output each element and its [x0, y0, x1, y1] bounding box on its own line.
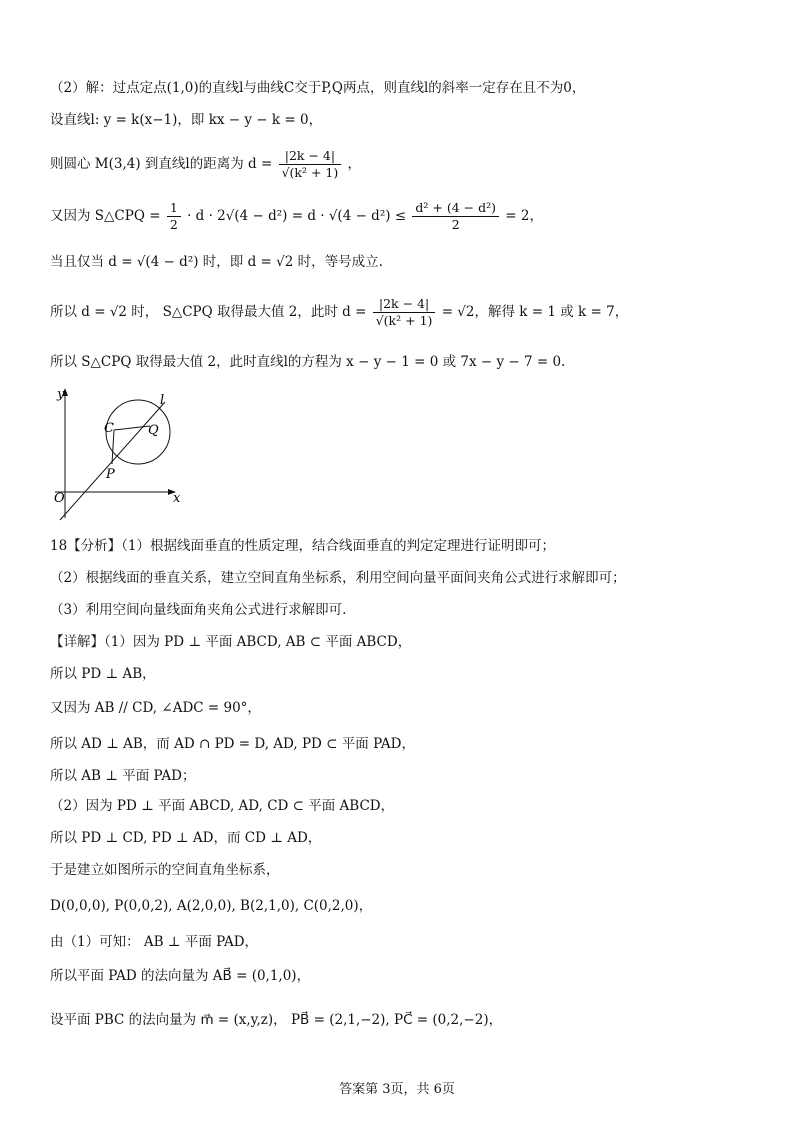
text-line: 所以 S△CPQ 取得最大值 2，此时直线l的方程为 x − y − 1 = 0 或 7x − y − 7 = 0.	[50, 354, 566, 370]
text-line: （3）利用空间向量线面角夹角公式进行求解即可.	[50, 602, 347, 618]
text-line: （2）解：过点定点(1,0)的直线l与曲线C交于P,Q两点，则直线l的斜率一定存在且不为0，	[50, 80, 586, 96]
fraction	[373, 296, 436, 329]
radius-cq	[114, 426, 150, 430]
text-line: 所以 AD ⊥ AB，而 AD ∩ PD = D, AD, PD ⊂ 平面 PAD，	[50, 736, 415, 752]
text-line: 又因为 AB // CD, ∠ADC = 90°，	[50, 700, 261, 716]
text-segment: = √2，解得 k = 1 或 k = 7，	[441, 304, 629, 320]
circle-line-figure	[40, 386, 200, 526]
fraction	[279, 148, 342, 181]
text-line: 所以 PD ⊥ CD, PD ⊥ AD，而 CD ⊥ AD，	[50, 830, 322, 846]
text-segment: 又因为 S△CPQ =	[50, 208, 161, 224]
text-line: 当且仅当 d = √(4 − d²) 时，即 d = √2 时，等号成立.	[50, 254, 383, 270]
fraction	[412, 200, 499, 233]
text-line: 所以 PD ⊥ AB，	[50, 666, 156, 682]
text-line: 18【分析】（1）根据线面垂直的性质定理，结合线面垂直的判定定理进行证明即可；	[50, 538, 556, 554]
text-line: 所以 AB ⊥ 平面 PAD；	[50, 768, 196, 784]
fraction-numerator: d² + (4 − d²)	[412, 200, 499, 217]
label-q: Q	[148, 423, 159, 438]
text-segment: ，	[347, 156, 362, 172]
figure-svg	[40, 386, 200, 526]
label-c: C	[104, 421, 114, 436]
text-line: 所以平面 PAD 的法向量为 AB⃗ = (0,1,0)，	[50, 968, 311, 984]
solve-k-line	[50, 296, 628, 329]
label-o: O	[54, 491, 65, 506]
fraction-denominator: 2	[169, 217, 178, 232]
fraction-numerator: 1	[167, 200, 181, 217]
text-segment: · d · 2√(4 − d²) = d · √(4 − d²) ≤	[187, 208, 407, 224]
distance-formula-line	[50, 148, 361, 181]
area-formula-line	[50, 200, 543, 233]
text-line: 设直线l: y = k(x−1)，即 kx − y − k = 0，	[50, 112, 323, 128]
fraction-denominator: √(k² + 1)	[375, 313, 433, 328]
text-line: 由（1）可知： AB ⊥ 平面 PAD，	[50, 934, 259, 950]
fraction-numerator: |2k − 4|	[279, 148, 342, 165]
text-line: D(0,0,0), P(0,0,2), A(2,0,0), B(2,1,0), C(0,2,0)，	[50, 898, 373, 914]
fraction-denominator: 2	[451, 217, 460, 232]
text-segment: 则圆心 M(3,4) 到直线l的距离为 d =	[50, 156, 273, 172]
fraction	[167, 200, 181, 233]
page-footer: 答案第 3页，共 6页	[339, 1082, 455, 1097]
label-y: y	[57, 387, 65, 402]
text-line: 于是建立如图所示的空间直角坐标系，	[50, 862, 280, 878]
fraction-numerator: |2k − 4|	[373, 296, 436, 313]
label-p: P	[106, 467, 115, 482]
text-segment: 所以 d = √2 时， S△CPQ 取得最大值 2，此时 d =	[50, 304, 367, 320]
text-segment: = 2，	[505, 208, 543, 224]
fraction-denominator: √(k² + 1)	[281, 165, 339, 180]
text-line: （2）根据线面的垂直关系，建立空间直角坐标系，利用空间向量平面间夹角公式进行求解即可；	[50, 570, 626, 586]
text-line: （2）因为 PD ⊥ 平面 ABCD, AD, CD ⊂ 平面 ABCD，	[50, 798, 395, 814]
label-l: l	[160, 393, 165, 408]
text-line: 【详解】（1）因为 PD ⊥ 平面 ABCD, AB ⊂ 平面 ABCD，	[50, 634, 412, 650]
text-line: 设平面 PBC 的法向量为 m⃗ = (x,y,z)， PB⃗ = (2,1,−2), PC⃗ = (0,2,−2)，	[50, 1012, 503, 1028]
label-x: x	[173, 491, 181, 506]
